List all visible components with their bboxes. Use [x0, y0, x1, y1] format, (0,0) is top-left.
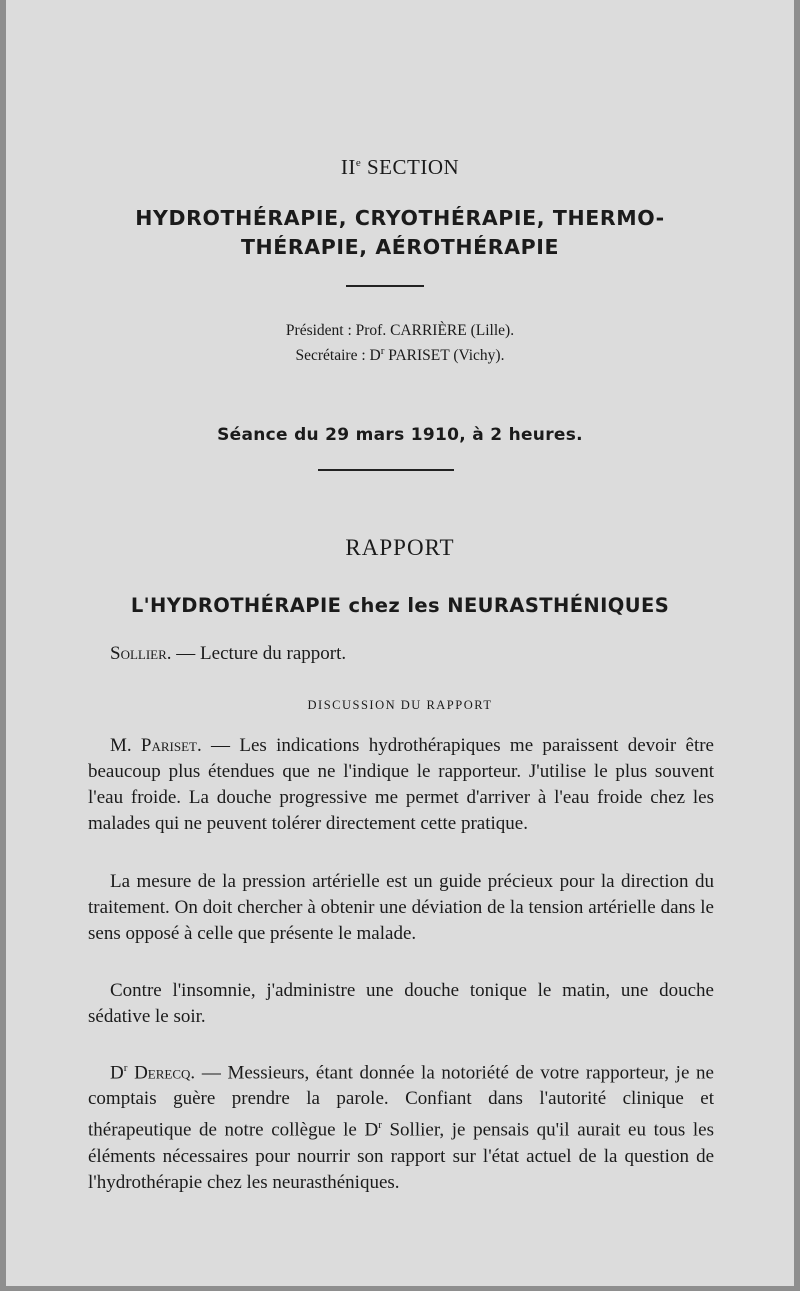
rapport-heading: RAPPORT [345, 535, 455, 560]
document-page [6, 0, 794, 1286]
reading-text: . — Lecture du rapport. [166, 643, 347, 664]
pariset-paragraph-3: Contre l'insomnie, j'administre une douche tonique le matin, une douche sédative le soir. [88, 980, 714, 1027]
section-numeral-sup: e [355, 157, 362, 169]
reading-speaker: Sollier [110, 643, 167, 664]
section-word: SECTION [366, 155, 460, 179]
secretary-prefix: Secrétaire : D [295, 347, 381, 365]
derecq-text-sup: r [378, 1119, 382, 1132]
secretary-line [6, 341, 794, 366]
section-heading [6, 155, 794, 180]
pariset-paragraph-1 [88, 733, 714, 837]
session-date: Séance du 29 mars 1910, à 2 heures. [217, 425, 583, 445]
secretary-sup: r [380, 345, 385, 357]
pariset-speaker: M. Pariset [110, 735, 198, 756]
session-divider [318, 469, 454, 471]
president-line: Président : Prof. CARRIÈRE (Lille). [285, 322, 515, 339]
discussion-heading: DISCUSSION DU RAPPORT [307, 698, 493, 712]
derecq-paragraph [88, 1055, 714, 1196]
main-title-line-2: THÉRAPIE, AÉROTHÉRAPIE [240, 235, 560, 259]
derecq-prefix: D [110, 1062, 124, 1084]
derecq-text-1: . — Messieurs, étant donnée la notoriété de votre rapporteur, je ne comptais guère prendre la parole. Confiant dans l'autorité clinique et thérapeutique de notre collègue le D [88, 1062, 714, 1141]
section-numeral: II [340, 155, 356, 179]
pariset-text-1: . — Les indications hydrothérapiques me paraissent devoir être beaucoup plus étendues que ne l'indique le rapporteur. J'utilise le plus souvent l'eau froide. La douche progressive me permet d'arriver à l'eau froide chez les malades qui ne peuvent tolérer directement cette pratique. [88, 735, 714, 834]
derecq-speaker: Derecq [127, 1062, 191, 1084]
reading-line [88, 641, 714, 667]
title-divider [346, 285, 424, 287]
secretary-rest: PARISET (Vichy). [384, 347, 505, 365]
report-topic: L'HYDROTHÉRAPIE chez les NEURASTHÉNIQUES [130, 594, 670, 617]
pariset-paragraph-2: La mesure de la pression artérielle est un guide précieux pour la direction du traitement. On doit chercher à obtenir une déviation de la tension artérielle dans le sens opposé à celle que présente le malade. [88, 871, 714, 944]
derecq-prefix-sup: r [123, 1062, 128, 1074]
derecq-text-2: Sollier, je pensais qu'il aurait eu tous les éléments nécessaires pour nourrir son rapport sur l'état actuel de la question de l'hydrothérapie chez les neurasthéniques. [88, 1119, 714, 1193]
main-title-line-1: HYDROTHÉRAPIE, CRYOTHÉRAPIE, THERMO- [135, 206, 665, 230]
